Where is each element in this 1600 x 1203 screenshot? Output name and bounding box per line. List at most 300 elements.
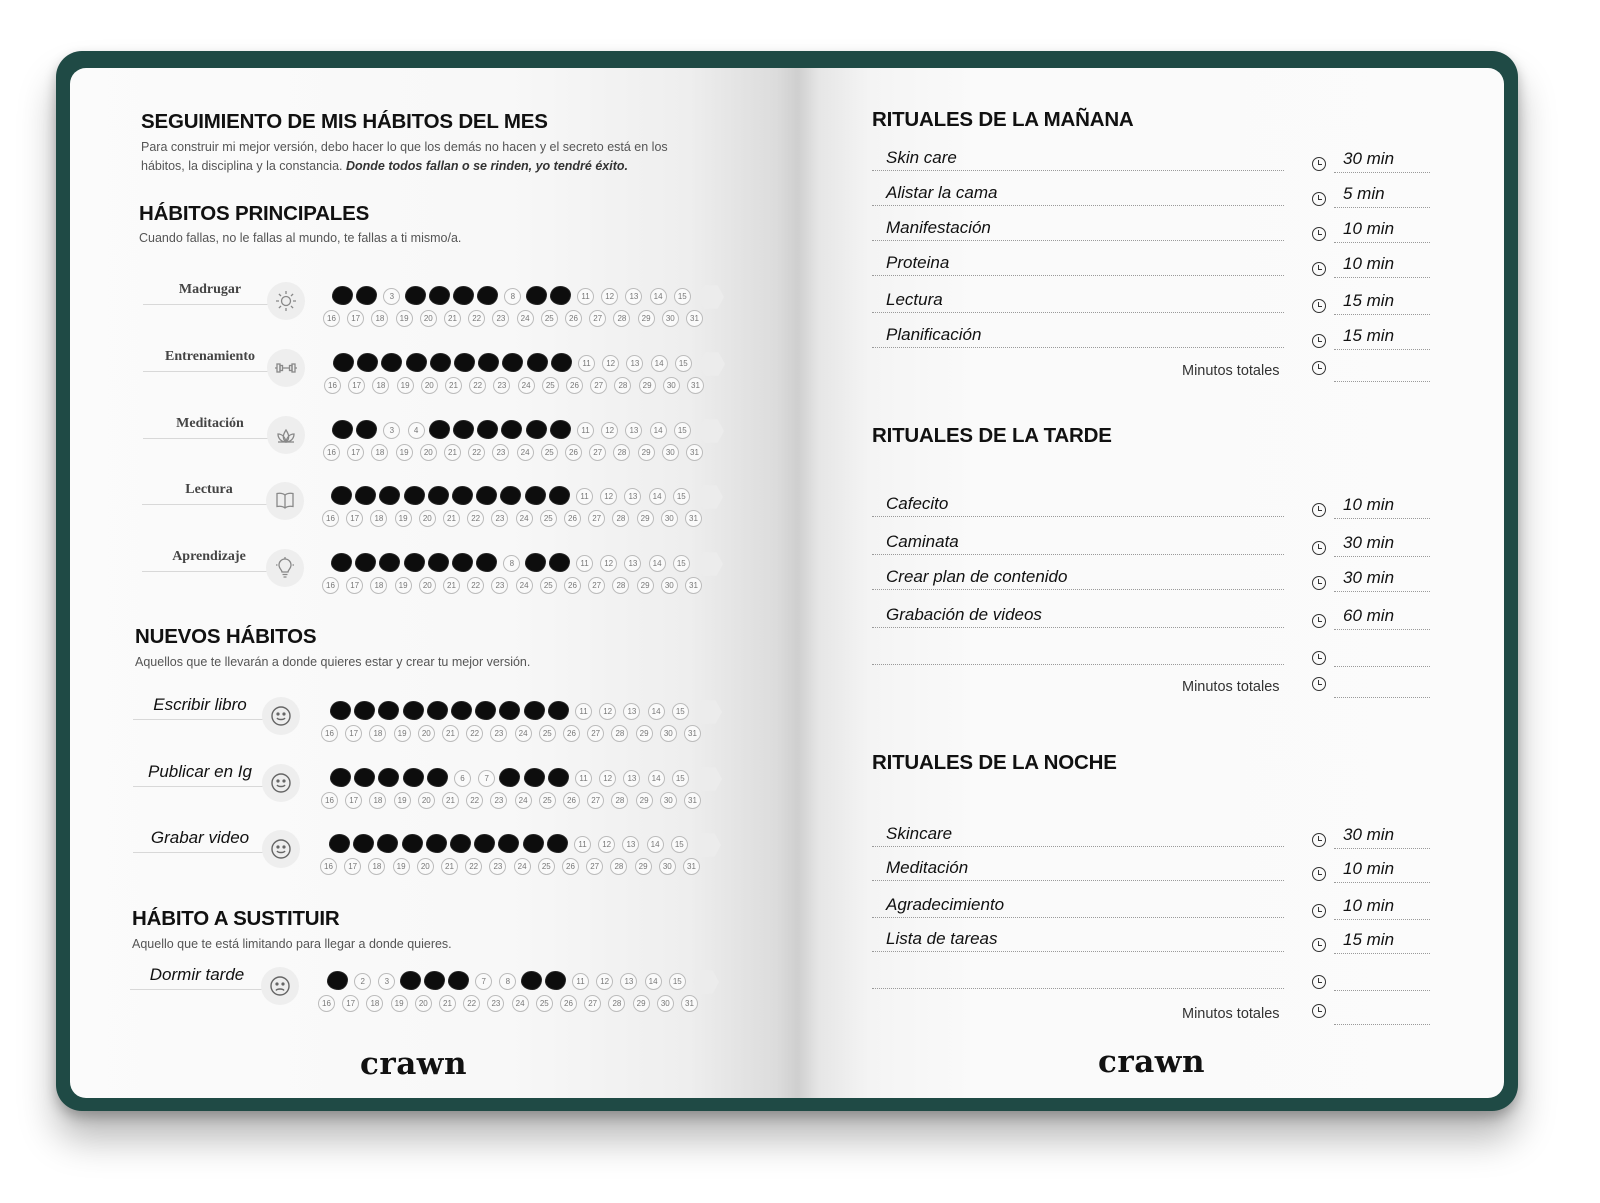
day-checkbox[interactable]: 28 [610,858,627,875]
day-checkbox[interactable]: 29 [639,377,656,394]
day-checked[interactable] [328,972,347,989]
day-checkbox[interactable]: 15 [672,703,689,720]
day-checkbox[interactable]: 11 [574,836,591,853]
day-checkbox[interactable]: 17 [347,444,364,461]
day-checked[interactable] [549,702,568,719]
day-checkbox[interactable]: 23 [492,444,509,461]
ritual-name[interactable]: Planificación [886,325,982,344]
day-checkbox[interactable]: 26 [564,510,581,527]
day-checkbox[interactable]: 26 [565,444,582,461]
day-checkbox[interactable]: 12 [601,288,618,305]
day-checkbox[interactable]: 16 [324,377,341,394]
day-checkbox[interactable]: 18 [371,310,388,327]
day-checkbox[interactable]: 19 [395,577,412,594]
day-checkbox[interactable]: 20 [420,444,437,461]
day-checked[interactable] [449,972,468,989]
day-checked[interactable] [500,702,519,719]
day-checked[interactable] [401,972,420,989]
day-checkbox[interactable]: 18 [368,858,385,875]
day-checked[interactable] [406,287,425,304]
day-checkbox[interactable]: 20 [419,510,436,527]
day-checkbox[interactable]: 12 [600,555,617,572]
day-checkbox[interactable]: 17 [347,310,364,327]
day-checked[interactable] [499,835,518,852]
day-checked[interactable] [475,835,494,852]
day-checked[interactable] [550,487,569,504]
day-checkbox[interactable]: 7 [478,770,495,787]
day-checkbox[interactable]: 3 [378,973,395,990]
day-checked[interactable] [527,287,546,304]
day-checked[interactable] [503,354,522,371]
day-checked[interactable] [477,554,496,571]
day-checkbox[interactable]: 17 [346,577,363,594]
day-checkbox[interactable]: 24 [512,995,529,1012]
day-checkbox[interactable]: 12 [599,703,616,720]
day-checkbox[interactable]: 26 [560,995,577,1012]
day-checkbox[interactable]: 28 [612,577,629,594]
day-checkbox[interactable]: 14 [648,703,665,720]
day-checkbox[interactable]: 14 [650,288,667,305]
day-checkbox[interactable]: 12 [602,355,619,372]
ritual-time[interactable]: 60 min [1343,606,1395,625]
day-checkbox[interactable]: 18 [372,377,389,394]
day-checkbox[interactable]: 21 [439,995,456,1012]
day-checkbox[interactable]: 15 [674,288,691,305]
day-checkbox[interactable]: 14 [645,973,662,990]
day-checkbox[interactable]: 29 [636,792,653,809]
day-checkbox[interactable]: 23 [490,792,507,809]
ritual-time[interactable]: 15 min [1343,291,1395,310]
day-checked[interactable] [501,487,520,504]
day-checkbox[interactable]: 17 [348,377,365,394]
day-checkbox[interactable]: 22 [468,444,485,461]
day-checked[interactable] [332,487,351,504]
ritual-name[interactable]: Lectura [886,290,943,309]
day-checkbox[interactable]: 24 [515,725,532,742]
day-checkbox[interactable]: 23 [493,377,510,394]
day-checkbox[interactable]: 20 [420,310,437,327]
day-checkbox[interactable]: 20 [418,792,435,809]
day-checkbox[interactable]: 22 [467,510,484,527]
day-checkbox[interactable]: 21 [442,792,459,809]
day-checkbox[interactable]: 21 [441,858,458,875]
day-checkbox[interactable]: 25 [540,577,557,594]
day-checkbox[interactable]: 11 [575,770,592,787]
ritual-name[interactable]: Manifestación [886,218,991,237]
day-checkbox[interactable]: 31 [687,377,704,394]
day-checkbox[interactable]: 13 [620,973,637,990]
day-checkbox[interactable]: 21 [442,725,459,742]
day-checkbox[interactable]: 23 [491,577,508,594]
ritual-name[interactable]: Agradecimiento [886,895,1005,914]
day-checkbox[interactable]: 15 [673,488,690,505]
day-checkbox[interactable]: 25 [539,792,556,809]
day-checkbox[interactable]: 22 [467,577,484,594]
day-checkbox[interactable]: 31 [684,792,701,809]
day-checkbox[interactable]: 27 [589,310,606,327]
day-checkbox[interactable]: 23 [487,995,504,1012]
day-checkbox[interactable]: 18 [370,577,387,594]
day-checkbox[interactable]: 22 [465,858,482,875]
day-checked[interactable] [333,287,352,304]
day-checkbox[interactable]: 18 [369,792,386,809]
day-checkbox[interactable]: 29 [637,510,654,527]
day-checked[interactable] [403,835,422,852]
day-checked[interactable] [476,702,495,719]
day-checkbox[interactable]: 26 [563,792,580,809]
day-checkbox[interactable]: 19 [396,444,413,461]
ritual-time[interactable]: 30 min [1343,149,1395,168]
day-checkbox[interactable]: 12 [599,770,616,787]
day-checked[interactable] [477,487,496,504]
day-checkbox[interactable]: 24 [514,858,531,875]
day-checkbox[interactable]: 28 [613,310,630,327]
day-checkbox[interactable]: 24 [516,577,533,594]
day-checkbox[interactable]: 14 [651,355,668,372]
day-checkbox[interactable]: 20 [417,858,434,875]
day-checkbox[interactable]: 20 [419,577,436,594]
day-checked[interactable] [380,487,399,504]
day-checkbox[interactable]: 17 [345,792,362,809]
day-checked[interactable] [478,287,497,304]
day-checked[interactable] [452,702,471,719]
day-checkbox[interactable]: 12 [596,973,613,990]
day-checked[interactable] [404,702,423,719]
day-checkbox[interactable]: 25 [538,858,555,875]
day-checked[interactable] [334,354,353,371]
day-checkbox[interactable]: 18 [366,995,383,1012]
day-checkbox[interactable]: 19 [396,310,413,327]
day-checked[interactable] [527,421,546,438]
ritual-time[interactable]: 10 min [1343,896,1395,915]
day-checkbox[interactable]: 27 [588,510,605,527]
day-checkbox[interactable]: 16 [323,444,340,461]
day-checkbox[interactable]: 12 [601,422,618,439]
day-checkbox[interactable]: 23 [489,858,506,875]
day-checkbox[interactable]: 19 [393,858,410,875]
day-checked[interactable] [431,354,450,371]
day-checkbox[interactable]: 19 [395,510,412,527]
day-checked[interactable] [479,354,498,371]
ritual-name[interactable]: Crear plan de contenido [886,567,1068,586]
day-checkbox[interactable]: 30 [663,377,680,394]
day-checkbox[interactable]: 30 [661,577,678,594]
day-checkbox[interactable]: 11 [572,973,589,990]
day-checkbox[interactable]: 17 [346,510,363,527]
day-checkbox[interactable]: 14 [649,488,666,505]
day-checkbox[interactable]: 31 [686,310,703,327]
day-checkbox[interactable]: 20 [415,995,432,1012]
day-checkbox[interactable]: 15 [673,555,690,572]
day-checkbox[interactable]: 14 [648,770,665,787]
day-checked[interactable] [330,835,349,852]
day-checkbox[interactable]: 17 [344,858,361,875]
day-checkbox[interactable]: 29 [638,310,655,327]
day-checked[interactable] [455,354,474,371]
day-checked[interactable] [355,769,374,786]
day-checkbox[interactable]: 27 [588,577,605,594]
day-checked[interactable] [525,702,544,719]
day-checkbox[interactable]: 16 [321,792,338,809]
day-checkbox[interactable]: 23 [491,510,508,527]
day-checked[interactable] [356,554,375,571]
day-checked[interactable] [331,769,350,786]
day-checkbox[interactable]: 31 [685,510,702,527]
day-checked[interactable] [451,835,470,852]
day-checkbox[interactable]: 26 [563,725,580,742]
day-checked[interactable] [478,421,497,438]
day-checkbox[interactable]: 27 [587,792,604,809]
ritual-name[interactable]: Proteina [886,253,950,272]
day-checkbox[interactable]: 22 [463,995,480,1012]
day-checkbox[interactable]: 30 [657,995,674,1012]
day-checked[interactable] [430,287,449,304]
ritual-time[interactable]: 10 min [1343,254,1395,273]
day-checkbox[interactable]: 24 [517,444,534,461]
day-checkbox[interactable]: 22 [466,725,483,742]
day-checkbox[interactable]: 19 [391,995,408,1012]
day-checked[interactable] [356,487,375,504]
day-checked[interactable] [430,421,449,438]
day-checkbox[interactable]: 24 [515,792,532,809]
ritual-name[interactable]: Lista de tareas [886,929,998,948]
day-checked[interactable] [379,702,398,719]
day-checkbox[interactable]: 25 [541,444,558,461]
day-checkbox[interactable]: 12 [598,836,615,853]
day-checkbox[interactable]: 27 [584,995,601,1012]
day-checkbox[interactable]: 13 [625,422,642,439]
day-checkbox[interactable]: 31 [685,577,702,594]
day-checkbox[interactable]: 16 [323,310,340,327]
day-checked[interactable] [525,769,544,786]
day-checkbox[interactable]: 18 [370,510,387,527]
day-checkbox[interactable]: 11 [576,555,593,572]
day-checkbox[interactable]: 22 [466,792,483,809]
day-checked[interactable] [546,972,565,989]
day-checkbox[interactable]: 7 [475,973,492,990]
day-checked[interactable] [404,769,423,786]
day-checkbox[interactable]: 30 [659,858,676,875]
day-checkbox[interactable]: 29 [633,995,650,1012]
day-checked[interactable] [500,769,519,786]
day-checkbox[interactable]: 11 [577,288,594,305]
day-checkbox[interactable]: 12 [600,488,617,505]
ritual-name[interactable]: Skin care [886,148,957,167]
day-checkbox[interactable]: 19 [394,792,411,809]
day-checkbox[interactable]: 11 [577,422,594,439]
day-checked[interactable] [552,354,571,371]
day-checked[interactable] [453,487,472,504]
day-checked[interactable] [427,835,446,852]
day-checked[interactable] [428,702,447,719]
ritual-time[interactable]: 10 min [1343,859,1395,878]
day-checkbox[interactable]: 14 [649,555,666,572]
day-checkbox[interactable]: 26 [566,377,583,394]
day-checkbox[interactable]: 26 [565,310,582,327]
day-checkbox[interactable]: 6 [454,770,471,787]
day-checkbox[interactable]: 21 [443,510,460,527]
day-checkbox[interactable]: 25 [542,377,559,394]
day-checkbox[interactable]: 16 [321,725,338,742]
ritual-time[interactable]: 5 min [1343,184,1385,203]
day-checkbox[interactable]: 24 [517,310,534,327]
day-checked[interactable] [358,354,377,371]
day-checkbox[interactable]: 13 [624,555,641,572]
ritual-time[interactable]: 15 min [1343,326,1395,345]
ritual-time[interactable]: 15 min [1343,930,1395,949]
day-checkbox[interactable]: 28 [611,792,628,809]
day-checked[interactable] [550,554,569,571]
day-checked[interactable] [522,972,541,989]
day-checkbox[interactable]: 3 [383,288,400,305]
day-checked[interactable] [502,421,521,438]
day-checkbox[interactable]: 16 [322,510,339,527]
day-checkbox[interactable]: 4 [408,422,425,439]
day-checkbox[interactable]: 11 [575,703,592,720]
day-checkbox[interactable]: 22 [468,310,485,327]
day-checkbox[interactable]: 30 [660,792,677,809]
day-checked[interactable] [378,835,397,852]
day-checkbox[interactable]: 11 [576,488,593,505]
day-checkbox[interactable]: 20 [418,725,435,742]
ritual-name[interactable]: Caminata [886,532,959,551]
day-checked[interactable] [405,554,424,571]
day-checked[interactable] [382,354,401,371]
day-checkbox[interactable]: 2 [354,973,371,990]
day-checkbox[interactable]: 18 [371,444,388,461]
day-checkbox[interactable]: 23 [492,310,509,327]
day-checkbox[interactable]: 31 [683,858,700,875]
ritual-time[interactable]: 30 min [1343,825,1395,844]
day-checkbox[interactable]: 27 [589,444,606,461]
day-checkbox[interactable]: 28 [613,444,630,461]
day-checkbox[interactable]: 30 [661,510,678,527]
day-checkbox[interactable]: 29 [635,858,652,875]
day-checkbox[interactable]: 17 [342,995,359,1012]
day-checked[interactable] [429,487,448,504]
day-checkbox[interactable]: 23 [490,725,507,742]
day-checkbox[interactable]: 30 [662,310,679,327]
day-checkbox[interactable]: 28 [612,510,629,527]
day-checkbox[interactable]: 25 [539,725,556,742]
day-checkbox[interactable]: 13 [622,836,639,853]
day-checkbox[interactable]: 25 [536,995,553,1012]
day-checkbox[interactable]: 18 [369,725,386,742]
day-checked[interactable] [357,421,376,438]
ritual-time[interactable]: 30 min [1343,568,1395,587]
day-checkbox[interactable]: 30 [662,444,679,461]
day-checkbox[interactable]: 31 [681,995,698,1012]
day-checkbox[interactable]: 15 [675,355,692,372]
day-checkbox[interactable]: 13 [623,770,640,787]
day-checkbox[interactable]: 24 [518,377,535,394]
day-checked[interactable] [380,554,399,571]
day-checkbox[interactable]: 13 [623,703,640,720]
day-checkbox[interactable]: 15 [674,422,691,439]
day-checked[interactable] [357,287,376,304]
day-checkbox[interactable]: 29 [637,577,654,594]
day-checkbox[interactable]: 19 [397,377,414,394]
day-checkbox[interactable]: 25 [541,310,558,327]
day-checkbox[interactable]: 15 [671,836,688,853]
day-checked[interactable] [454,421,473,438]
ritual-time[interactable]: 30 min [1343,533,1395,552]
day-checkbox[interactable]: 31 [686,444,703,461]
day-checked[interactable] [526,487,545,504]
day-checked[interactable] [551,287,570,304]
day-checked[interactable] [548,835,567,852]
day-checkbox[interactable]: 27 [586,858,603,875]
day-checked[interactable] [355,702,374,719]
day-checkbox[interactable]: 15 [672,770,689,787]
day-checked[interactable] [354,835,373,852]
day-checkbox[interactable]: 19 [394,725,411,742]
day-checked[interactable] [405,487,424,504]
day-checked[interactable] [407,354,426,371]
day-checkbox[interactable]: 21 [443,577,460,594]
day-checkbox[interactable]: 21 [445,377,462,394]
day-checked[interactable] [526,554,545,571]
day-checkbox[interactable]: 8 [503,555,520,572]
day-checked[interactable] [454,287,473,304]
day-checked[interactable] [425,972,444,989]
day-checked[interactable] [453,554,472,571]
day-checkbox[interactable]: 20 [421,377,438,394]
day-checkbox[interactable]: 25 [540,510,557,527]
day-checkbox[interactable]: 28 [608,995,625,1012]
day-checkbox[interactable]: 29 [636,725,653,742]
ritual-name[interactable]: Skincare [886,824,953,843]
day-checkbox[interactable]: 16 [320,858,337,875]
day-checkbox[interactable]: 8 [499,973,516,990]
day-checkbox[interactable]: 14 [647,836,664,853]
day-checkbox[interactable]: 21 [444,444,461,461]
day-checkbox[interactable]: 26 [562,858,579,875]
day-checkbox[interactable]: 30 [660,725,677,742]
day-checkbox[interactable]: 27 [587,725,604,742]
day-checkbox[interactable]: 17 [345,725,362,742]
day-checkbox[interactable]: 27 [590,377,607,394]
day-checkbox[interactable]: 11 [578,355,595,372]
day-checked[interactable] [331,702,350,719]
day-checkbox[interactable]: 16 [318,995,335,1012]
day-checked[interactable] [528,354,547,371]
day-checkbox[interactable]: 28 [614,377,631,394]
day-checkbox[interactable]: 29 [638,444,655,461]
day-checkbox[interactable]: 13 [625,288,642,305]
day-checked[interactable] [379,769,398,786]
day-checkbox[interactable]: 22 [469,377,486,394]
day-checked[interactable] [333,421,352,438]
day-checkbox[interactable]: 31 [684,725,701,742]
ritual-name[interactable]: Alistar la cama [886,183,998,202]
day-checkbox[interactable]: 26 [564,577,581,594]
day-checked[interactable] [428,769,447,786]
day-checked[interactable] [551,421,570,438]
ritual-name[interactable]: Meditación [886,858,969,877]
ritual-time[interactable]: 10 min [1343,219,1395,238]
day-checkbox[interactable]: 14 [650,422,667,439]
day-checkbox[interactable]: 13 [626,355,643,372]
ritual-time[interactable]: 10 min [1343,495,1395,514]
day-checkbox[interactable]: 28 [611,725,628,742]
day-checked[interactable] [429,554,448,571]
day-checkbox[interactable]: 3 [383,422,400,439]
day-checkbox[interactable]: 21 [444,310,461,327]
day-checkbox[interactable]: 8 [504,288,521,305]
ritual-name[interactable]: Grabación de videos [886,605,1042,624]
ritual-name[interactable]: Cafecito [886,494,949,513]
